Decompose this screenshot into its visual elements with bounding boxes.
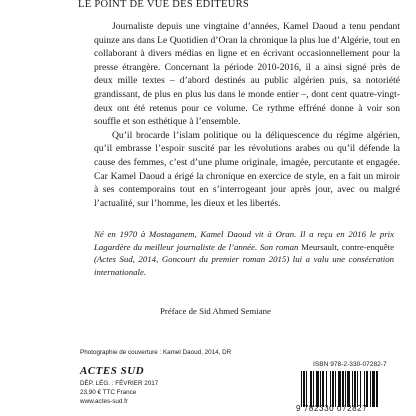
blurb-paragraph-2: Qu’il brocarde l’islam politique ou la déliquescence du régime algérien, qu’il embrasse l’espoir suscité par les révolutions arabes ou qu’il défende la cause des femmes, c’est d’une plume originale, imagée, percutante et engagée. Car Kamel Daoud a érigé la chronique en exercice de style, en a fait un miroir à ses contemporains tout en s’interrogeant jour après jour, avec ou malgré l’actualité, sur l’homme, les dieux et les libertés. — [94, 129, 400, 209]
section-heading: LE POINT DE VUE DES ÉDITEURS — [78, 0, 250, 10]
barcode-digits: 9 782330 072827 — [296, 404, 368, 413]
barcode-image — [300, 371, 405, 407]
author-bio-part-2: (Actes Sud, 2014, Goncourt du premier roman 2015) lui a valu une consécration internationale. — [94, 254, 394, 277]
publisher-blurb — [94, 20, 400, 210]
photo-credit: Photographie de couverture : Kamel Daoud, 2014, DR — [80, 349, 232, 356]
author-bio-part-1: Né en 1970 à Mostaganem, Kamel Daoud vit à Oran. Il a reçu en 2016 le prix Lagardère du meilleur journaliste de l’année. Son roman — [94, 229, 394, 252]
publisher-logo-text: ACTES SUD — [80, 365, 145, 377]
author-bio — [94, 228, 394, 278]
website-link[interactable]: www.actes-sud.fr — [80, 398, 128, 405]
isbn-number: ISBN 978-2-330-07282-7 — [313, 361, 387, 368]
preface-credit: Préface de Sid Ahmed Semiane — [160, 306, 271, 316]
legal-deposit: DÉP. LÉG. : FÉVRIER 2017 — [80, 380, 159, 387]
blurb-paragraph-1: Journaliste depuis une vingtaine d’années, Kamel Daoud a tenu pendant quinze ans dans Le Quotidien d’Oran la chronique la plus lue d’Algérie, tout en collaborant à divers médias en ligne et en écrivant occasionnellement pour la presse étrangère. Concernant la période 2010-2016, il a ainsi signé près de deux mille textes – d’abord destinés au public algérien puis, sa notoriété grandissant, de plus en plus lus dans le monde entier –, dont cent quatre-vingt-deux ont été retenus pour ce volume. Ce rythme effréné donne à voir son souffle et son esthétique à l’ensemble. — [94, 21, 400, 128]
novel-title: Meursault, contre-enquête — [301, 241, 394, 252]
price: 23,90 € TTC France — [80, 389, 137, 396]
